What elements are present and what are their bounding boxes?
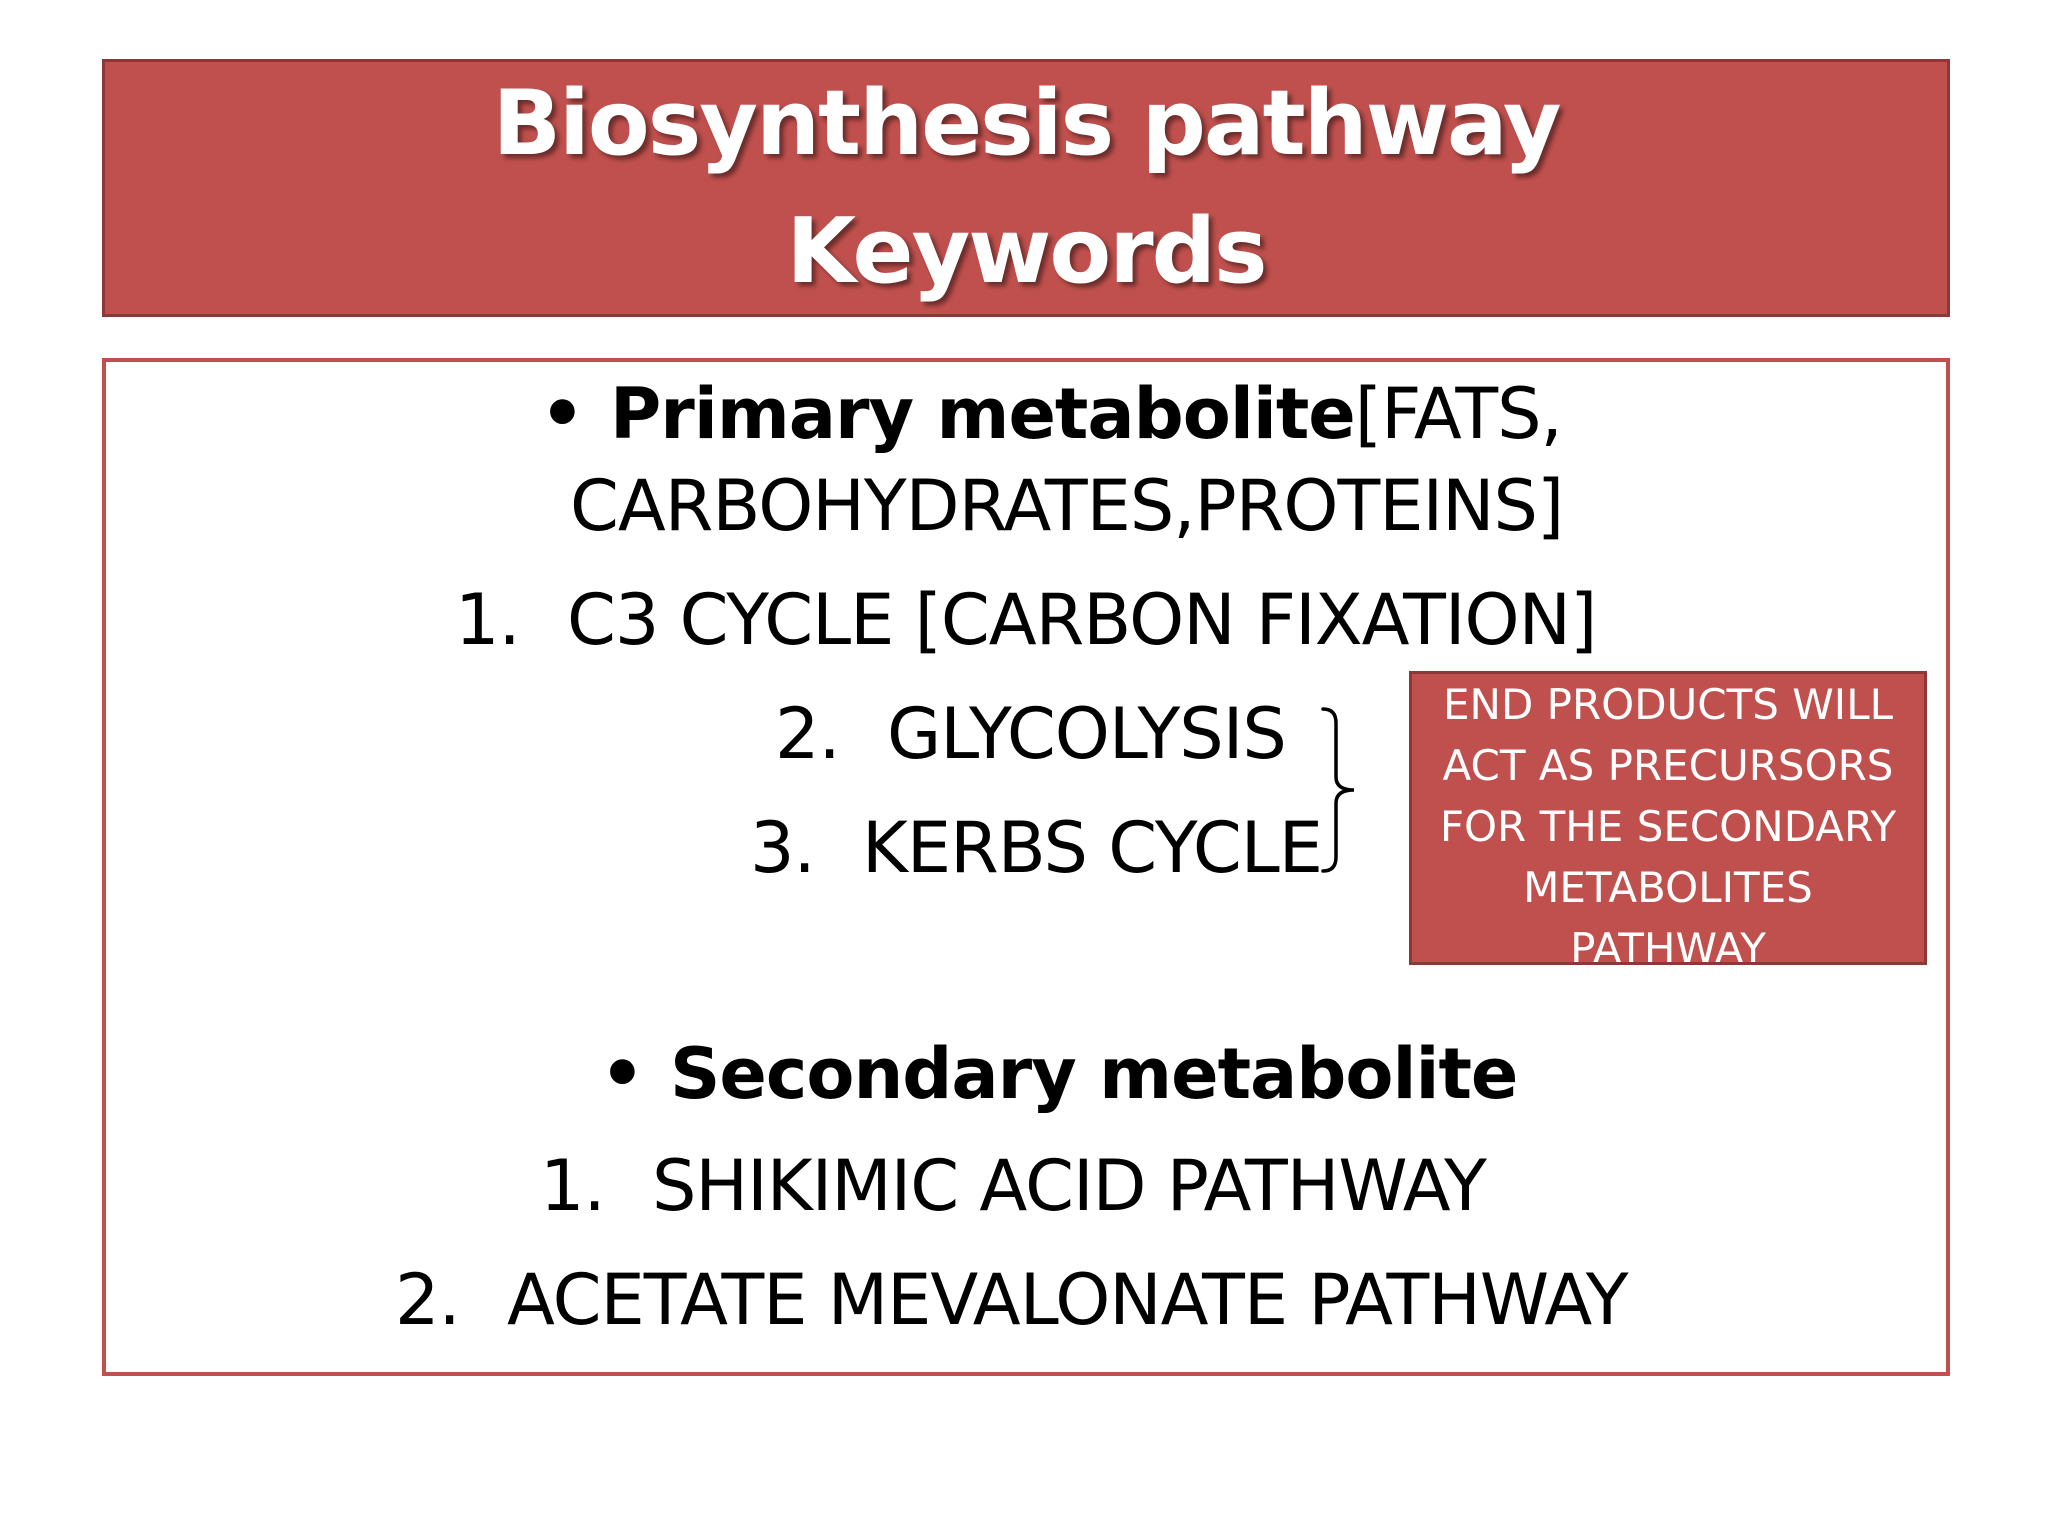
slide-title-line-1: Biosynthesis pathway (492, 71, 1560, 176)
note-line: ACT AS PRECURSORS (1442, 741, 1894, 790)
list-item-text: GLYCOLYSIS (887, 693, 1286, 775)
primary-item (750, 808, 1322, 888)
primary-item (455, 580, 1596, 660)
secondary-item (395, 1260, 1628, 1340)
grouping-brace-icon (1320, 705, 1360, 875)
list-item-text: KERBS CYCLE (862, 807, 1322, 889)
slide-title-line-2: Keywords (786, 199, 1266, 304)
list-item-text: ACETATE MEVALONATE PATHWAY (507, 1259, 1628, 1341)
bullet-icon: • (600, 1033, 644, 1115)
list-number: 1. (540, 1145, 605, 1227)
list-number: 2. (395, 1259, 460, 1341)
secondary-item (540, 1146, 1486, 1226)
list-number: 3. (750, 807, 815, 889)
primary-item (775, 694, 1286, 774)
list-item-text: SHIKIMIC ACID PATHWAY (652, 1145, 1486, 1227)
bullet-icon: • (540, 373, 584, 455)
precursor-note-box (1409, 671, 1927, 965)
secondary-heading-label: Secondary metabolite (670, 1033, 1518, 1115)
list-number: 1. (455, 579, 520, 661)
primary-heading (540, 374, 1562, 454)
list-number: 2. (775, 693, 840, 775)
list-item-text: C3 CYCLE [CARBON FIXATION] (567, 579, 1597, 661)
primary-heading-suffix: [FATS, (1354, 373, 1562, 455)
note-line: METABOLITES (1523, 863, 1813, 912)
secondary-heading (600, 1034, 1517, 1114)
primary-heading-continuation: CARBOHYDRATES,PROTEINS] (570, 465, 1564, 547)
primary-heading-label: Primary metabolite (610, 373, 1355, 455)
title-banner (102, 59, 1950, 317)
note-line: PATHWAY (1570, 924, 1766, 965)
note-line: END PRODUCTS WILL (1442, 680, 1893, 729)
note-line: FOR THE SECONDARY (1439, 802, 1897, 851)
